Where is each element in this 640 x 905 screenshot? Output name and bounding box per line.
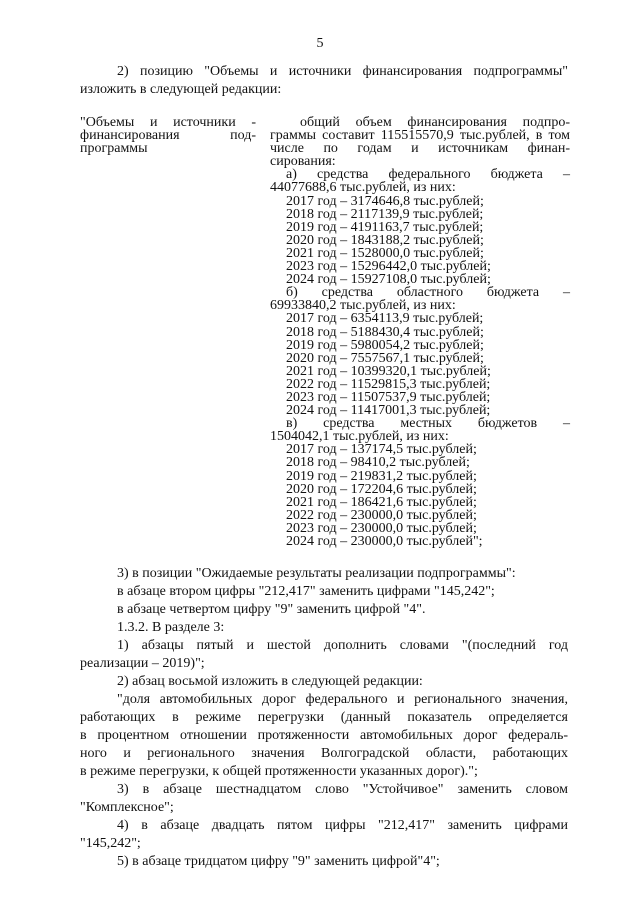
section-heading: 1.3.2. В разделе 3:	[117, 620, 225, 635]
year-line: 2023 год – 15296442,0 тыс.рублей;	[286, 259, 491, 275]
year-line: 2023 год – 11507537,9 тыс.рублей;	[286, 389, 491, 405]
quote-line: в режиме перегрузки, к общей протяженности указанных дорог).";	[80, 764, 478, 779]
left-col-line: программы	[80, 141, 148, 156]
year-line: 2022 год – 230000,0 тыс.рублей;	[286, 507, 477, 523]
year-line: 2017 год – 3174646,8 тыс.рублей;	[286, 193, 484, 209]
paragraph: 5) в абзаце тридцатом цифру "9" заменить цифрой"4";	[117, 854, 440, 869]
right-col-line: числе по годам и источникам финан-	[270, 141, 570, 157]
year-line: 2021 год – 10399320,1 тыс.рублей;	[286, 363, 491, 379]
right-col-line: общий объем финансирования подпро-	[300, 115, 570, 130]
year-line: 2019 год – 4191163,7 тыс.рублей;	[286, 219, 484, 235]
federal-budget-heading: а) средства федерального бюджета –	[286, 167, 570, 183]
regional-budget-heading: б) средства областного бюджета –	[286, 285, 570, 301]
year-line: 2024 год – 15927108,0 тыс.рублей;	[286, 272, 491, 288]
paragraph: 4) в абзаце двадцать пятом цифры "212,417" заменить цифрами	[117, 818, 568, 833]
paragraph: реализации – 2019)";	[80, 656, 205, 671]
table-left-column	[80, 116, 256, 155]
quote-line: ного и регионального значения Волгоградской области, работающих	[80, 746, 568, 761]
left-col-line: финансирования под-	[80, 128, 256, 143]
year-line: 2021 год – 186421,6 тыс.рублей;	[286, 494, 477, 510]
year-line: 2022 год – 11529815,3 тыс.рублей;	[286, 376, 491, 392]
year-line: 2021 год – 1528000,0 тыс.рублей;	[286, 245, 484, 261]
year-line: 2024 год – 11417001,3 тыс.рублей;	[286, 403, 491, 419]
year-line: 2020 год – 172204,6 тыс.рублей;	[286, 481, 477, 497]
paragraph: 3) в абзаце шестнадцатом слово "Устойчивое" заменить словом	[117, 782, 568, 797]
paragraph: "Комплексное";	[80, 800, 174, 815]
local-budget-heading: в) средства местных бюджетов –	[286, 416, 570, 432]
regional-budget-total: 69933840,2 тыс.рублей, из них:	[270, 298, 456, 314]
year-line: 2023 год – 230000,0 тыс.рублей;	[286, 520, 477, 536]
paragraph: 1) абзацы пятый и шестой дополнить словами "(последний год	[117, 638, 568, 653]
year-line: 2018 год – 2117139,9 тыс.рублей;	[286, 206, 484, 222]
year-line: 2018 год – 98410,2 тыс.рублей;	[286, 455, 470, 471]
year-line: 2019 год – 5980054,2 тыс.рублей;	[286, 337, 484, 353]
table-right-column	[270, 116, 570, 548]
year-line: 2024 год – 230000,0 тыс.рублей";	[286, 534, 483, 549]
federal-budget-total: 44077688,6 тыс.рублей, из них:	[270, 180, 456, 196]
year-line: 2017 год – 137174,5 тыс.рублей;	[286, 442, 477, 458]
paragraph: в абзаце четвертом цифру "9" заменить цифрой "4".	[117, 602, 426, 617]
year-line: 2017 год – 6354113,9 тыс.рублей;	[286, 311, 484, 327]
paragraph: в абзаце втором цифры "212,417" заменить цифрами "145,242";	[117, 584, 495, 599]
intro-line-1: 2) позицию "Объемы и источники финансирования подпрограммы"	[117, 64, 568, 79]
right-col-line: сирования:	[270, 154, 336, 170]
quote-line: в процентном отношении протяженности автомобильных дорог федераль-	[80, 728, 568, 743]
paragraph: "145,242";	[80, 836, 141, 851]
quote-line: "доля автомобильных дорог федерального и регионального значения,	[117, 692, 568, 707]
right-col-line: граммы составит 115515570,9 тыс.рублей, в том	[270, 128, 570, 144]
quote-line: работающих в режиме перегрузки (данный показатель определяется	[80, 710, 568, 725]
paragraph: 2) абзац восьмой изложить в следующей редакции:	[117, 674, 423, 689]
intro-line-2: изложить в следующей редакции:	[80, 82, 282, 97]
local-budget-total: 1504042,1 тыс.рублей, из них:	[270, 429, 449, 445]
page-number: 5	[316, 36, 324, 51]
year-line: 2020 год – 7557567,1 тыс.рублей;	[286, 350, 484, 366]
left-col-line: "Объемы и источники -	[80, 115, 256, 130]
year-line: 2018 год – 5188430,4 тыс.рублей;	[286, 324, 484, 340]
paragraph: 3) в позиции "Ожидаемые результаты реализации подпрограммы":	[117, 566, 516, 581]
year-line: 2020 год – 1843188,2 тыс.рублей;	[286, 232, 484, 248]
year-line: 2019 год – 219831,2 тыс.рублей;	[286, 468, 477, 484]
